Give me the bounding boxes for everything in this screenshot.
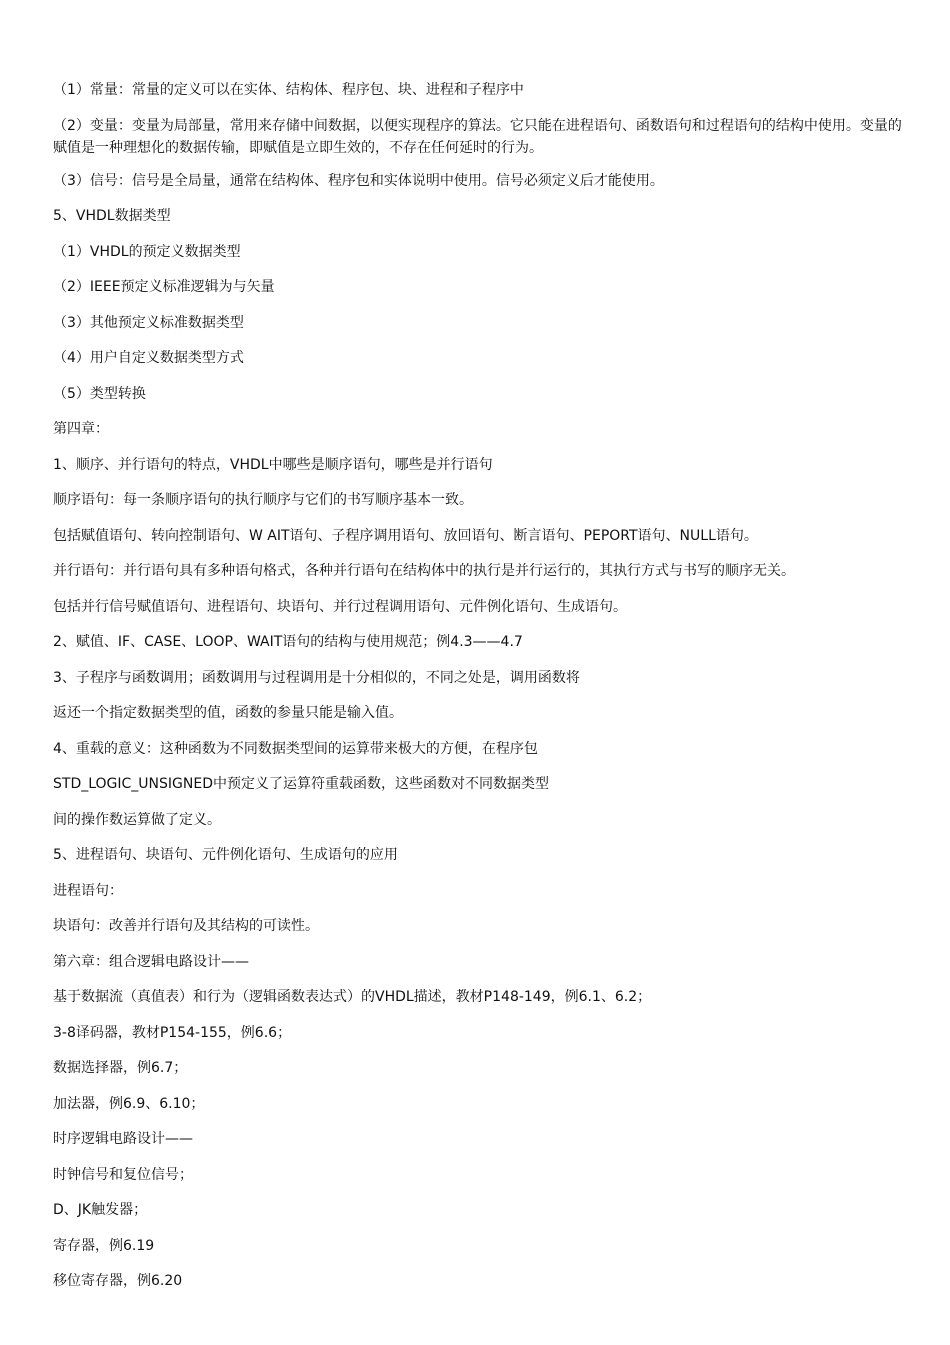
paragraph: 进程语句： (53, 883, 123, 899)
paragraph: 时钟信号和复位信号； (53, 1167, 193, 1183)
list-item: （5）类型转换 (53, 386, 146, 402)
constant-item: （1）常量：常量的定义可以在实体、结构体、程序包、块、进程和子程序中 (53, 82, 524, 98)
paragraph: 移位寄存器，例6.20 (53, 1273, 183, 1289)
paragraph: 间的操作数运算做了定义。 (53, 812, 221, 828)
list-item: （4）用户自定义数据类型方式 (53, 350, 244, 366)
paragraph: 2、赋值、IF、CASE、LOOP、WAIT语句的结构与使用规范；例4.3——4.7 (53, 634, 523, 650)
paragraph: 并行语句：并行语句具有多种语句格式，各种并行语句在结构体中的执行是并行运行的，其执行方式与书写的顺序无关。 (53, 563, 795, 579)
paragraph: 时序逻辑电路设计—— (53, 1131, 193, 1147)
paragraph: 顺序语句：每一条顺序语句的执行顺序与它们的书写顺序基本一致。 (53, 492, 473, 508)
paragraph: 加法器，例6.9、6.10； (53, 1096, 205, 1112)
paragraph: 包括并行信号赋值语句、进程语句、块语句、并行过程调用语句、元件例化语句、生成语句。 (53, 599, 627, 615)
paragraph: 包括赋值语句、转向控制语句、W AIT语句、子程序调用语句、放回语句、断言语句、PEPORT语句、NULL语句。 (53, 528, 758, 544)
paragraph: D、JK触发器； (53, 1202, 148, 1218)
paragraph: 4、重载的意义：这种函数为不同数据类型间的运算带来极大的方便，在程序包 (53, 741, 538, 757)
signal-item: （3）信号：信号是全局量，通常在结构体、程序包和实体说明中使用。信号必须定义后才能使用。 (53, 173, 664, 189)
variable-item: （2）变量：变量为局部量，常用来存储中间数据，以便实现程序的算法。它只能在进程语句、函数语句和过程语句的结构中使用。变量的赋值是一种理想化的数据传输，即赋值是立即生效的，不存在任何延时的行为。 (53, 118, 902, 156)
list-item: （1）VHDL的预定义数据类型 (53, 244, 241, 260)
chapter-heading-4: 第四章： (53, 421, 109, 437)
paragraph: STD_LOGIC_UNSIGNED中预定义了运算符重载函数，这些函数对不同数据类型 (53, 776, 549, 792)
paragraph: 数据选择器，例6.7； (53, 1060, 188, 1076)
paragraph: 寄存器，例6.19 (53, 1238, 155, 1254)
paragraph: 3-8译码器，教材P154-155，例6.6； (53, 1025, 292, 1041)
list-item: （3）其他预定义标准数据类型 (53, 315, 244, 331)
paragraph: 块语句：改善并行语句及其结构的可读性。 (53, 918, 319, 934)
list-item: （2）IEEE预定义标准逻辑为与矢量 (53, 279, 275, 295)
chapter-heading-6: 第六章：组合逻辑电路设计—— (53, 954, 249, 970)
section-heading-vhdl-types: 5、VHDL数据类型 (53, 208, 171, 224)
paragraph: 5、进程语句、块语句、元件例化语句、生成语句的应用 (53, 847, 398, 863)
paragraph: 返还一个指定数据类型的值，函数的参量只能是输入值。 (53, 705, 403, 721)
paragraph: 3、子程序与函数调用；函数调用与过程调用是十分相似的，不同之处是，调用函数将 (53, 670, 580, 686)
paragraph: 1、顺序、并行语句的特点，VHDL中哪些是顺序语句，哪些是并行语句 (53, 457, 493, 473)
paragraph: 基于数据流（真值表）和行为（逻辑函数表达式）的VHDL描述，教材P148-149，例6.1、6.2； (53, 989, 652, 1005)
